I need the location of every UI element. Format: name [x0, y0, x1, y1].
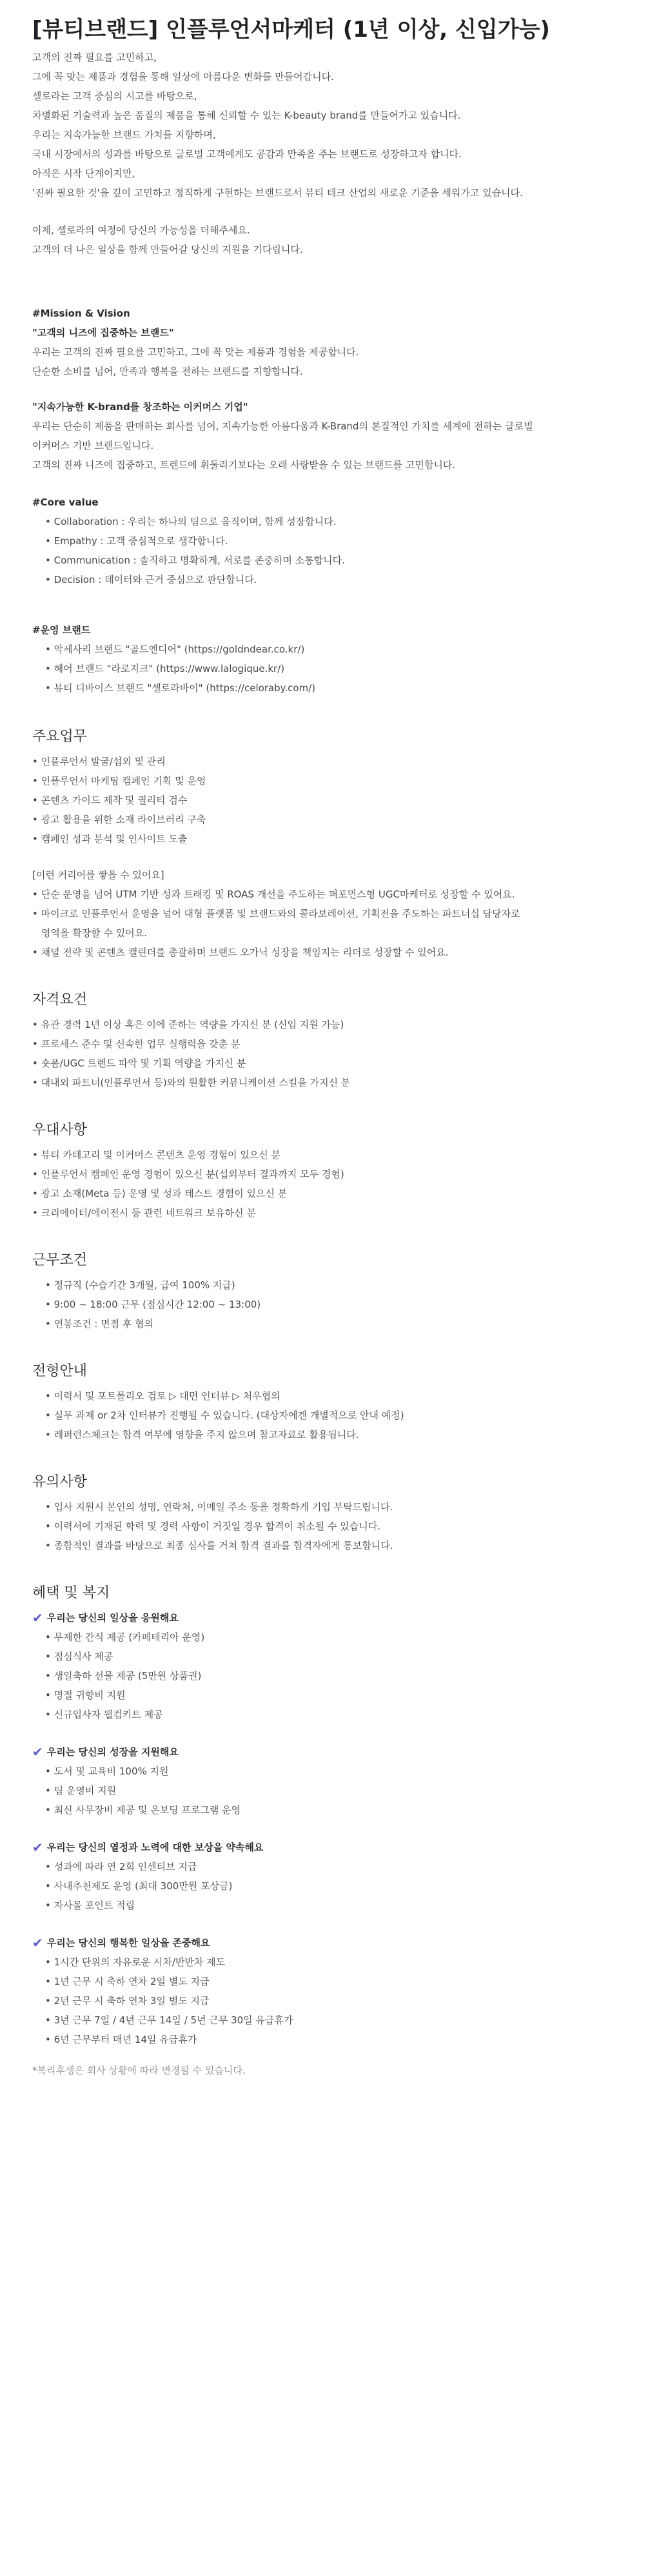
qualification-item: • 유관 경력 1년 이상 혹은 이에 준하는 역량을 가지신 분 (신입 지원 가능) [32, 1018, 344, 1032]
mission-line: 우리는 단순히 제품을 판매하는 회사를 넘어, 지속가능한 아름다움과 K-Brand의 본질적인 가치를 세계에 전하는 글로벌 [32, 420, 533, 432]
page-title: [뷰티브랜드] 인플루언서마케터 (1년 이상, 신입가능) [32, 17, 550, 43]
benefit-group-title [32, 1936, 210, 1950]
duty-item: • 인플루언서 발굴/섭외 및 관리 [32, 754, 166, 769]
qualification-item: • 프로세스 준수 및 신속한 업무 실행력을 갖춘 분 [32, 1037, 240, 1051]
qualifications-heading: 자격요건 [32, 992, 88, 1008]
benefit-item: • 1시간 단위의 자유로운 시차/반반차 제도 [45, 1955, 225, 1969]
core-item: • Decision : 데이터와 근거 중심으로 판단합니다. [45, 573, 257, 587]
benefit-group-title [32, 1840, 263, 1854]
benefit-item: • 도서 및 교육비 100% 지원 [45, 1764, 169, 1778]
process-item: • 이력서 및 포트폴리오 검토 ▷ 대면 인터뷰 ▷ 처우협의 [45, 1389, 280, 1403]
check-icon: ✔ [32, 1840, 43, 1855]
benefit-item: • 1년 근무 시 축하 연차 2일 별도 지급 [45, 1974, 209, 1989]
career-item-continued: 영역을 확장할 수 있어요. [41, 927, 147, 939]
qualification-item: • 대내외 파트너(인플루언서 등)와의 원활한 커뮤니케이션 스킬을 가지신 분 [32, 1076, 350, 1090]
check-icon: ✔ [32, 1610, 43, 1626]
benefit-item: • 자사몰 포인트 적립 [45, 1898, 135, 1912]
intro-closing: 고객의 더 나은 일상을 함께 만들어갈 당신의 지원을 기다립니다. [32, 244, 303, 255]
conditions-heading: 근무조건 [32, 1252, 88, 1268]
check-icon: ✔ [32, 1935, 43, 1951]
benefits-heading: 혜택 및 복지 [32, 1585, 110, 1601]
brand-item: • 뷰티 디바이스 브랜드 "셀로라바이" (https://celoraby.com/) [45, 681, 315, 695]
duty-item: • 광고 활용을 위한 소재 라이브러리 구축 [32, 812, 206, 827]
condition-item: • 정규직 (수습기간 3개월, 급여 100% 지급) [45, 1278, 235, 1292]
benefit-item: • 2년 근무 시 축하 연차 3일 별도 지급 [45, 1994, 209, 2008]
intro-line: 우리는 지속가능한 브랜드 가치를 지향하며, [32, 129, 216, 141]
core-item: • Collaboration : 우리는 하나의 팀으로 움직이며, 함께 성장합니다. [45, 515, 336, 529]
duty-item: • 인플루언서 마케팅 캠페인 기획 및 운영 [32, 774, 206, 788]
intro-line: 고객의 진짜 필요를 고민하고, [32, 52, 157, 63]
duty-item: • 콘텐츠 가이드 제작 및 퀄리티 검수 [32, 793, 187, 807]
career-item: • 마이크로 인플루언서 운영을 넘어 대형 플랫폼 및 브랜드와의 콜라보레이션, 기획전을 주도하는 파트너십 담당자로 [32, 907, 520, 921]
notices-heading: 유의사항 [32, 1474, 88, 1490]
intro-line: 국내 시장에서의 성과를 바탕으로 글로벌 고객에게도 공감과 만족을 주는 브랜드로 성장하고자 합니다. [32, 148, 462, 160]
intro-line: '진짜 필요한 것'을 깊이 고민하고 정직하게 구현하는 브랜드로서 뷰티 테크 산업의 새로운 기준을 세워가고 있습니다. [32, 187, 523, 199]
mission-line: 우리는 고객의 진짜 필요를 고민하고, 그에 꼭 맞는 제품과 경험을 제공합니다. [32, 346, 359, 358]
intro-line: 셀로라는 고객 중심의 시고를 바탕으로, [32, 90, 197, 102]
condition-item: • 연봉조건 : 면접 후 협의 [45, 1317, 153, 1331]
benefit-item: • 사내추천제도 운영 (최대 300만원 포상금) [45, 1879, 232, 1893]
preferred-item: • 뷰티 카테고리 및 이커머스 콘텐츠 운영 경험이 있으신 분 [32, 1148, 280, 1162]
process-item: • 실무 과제 or 2차 인터뷰가 진행될 수 있습니다. (대상자에겐 개별적으로 안내 예정) [45, 1408, 404, 1422]
notice-item: • 이력서에 기재된 학력 및 경력 사항이 거짓일 경우 합격이 취소될 수 있습니다. [45, 1519, 380, 1533]
condition-item: • 9:00 ~ 18:00 근무 (점심시간 12:00 ~ 13:00) [45, 1297, 261, 1312]
preferred-item: • 광고 소재(Meta 등) 운영 및 성과 테스트 경험이 있으신 분 [32, 1186, 287, 1201]
benefit-item: • 생일축하 선물 제공 (5만원 상품권) [45, 1669, 201, 1683]
brand-item: • 악세사리 브랜드 "골드엔디어" (https://goldndear.co.kr/) [45, 642, 304, 656]
duties-heading: 주요업무 [32, 729, 88, 745]
mission-line: 이커머스 기반 브랜드입니다. [32, 440, 154, 451]
benefit-item: • 점심식사 제공 [45, 1649, 113, 1664]
benefit-group-label: 우리는 당신의 성장을 지원해요 [46, 1746, 179, 1758]
preferred-item: • 인플루언서 캠페인 운영 경험이 있으신 분(섭외부터 결과까지 모두 경험) [32, 1167, 344, 1181]
benefit-item: • 무제한 간식 제공 (카페테리아 운영) [45, 1630, 204, 1644]
mission-title-1: "고객의 니즈에 집중하는 브랜드" [32, 327, 174, 339]
core-item: • Empathy : 고객 중심적으로 생각합니다. [45, 534, 228, 548]
benefit-item: • 성과에 따라 연 2회 인센티브 지급 [45, 1860, 197, 1874]
benefit-item: • 3년 근무 7일 / 4년 근무 14일 / 5년 근무 30일 유급휴가 [45, 2013, 293, 2027]
benefit-item: • 명절 귀향비 지원 [45, 1688, 126, 1702]
process-item: • 레퍼런스체크는 합격 여부에 영향을 주지 않으며 참고자료로 활용됩니다. [45, 1428, 359, 1442]
intro-closing: 이제, 셀로라의 여정에 당신의 가능성을 더해주세요. [32, 224, 250, 236]
benefit-item: • 팀 운영비 지원 [45, 1784, 116, 1798]
mission-line: 고객의 진짜 니즈에 집중하고, 트렌드에 휘둘리기보다는 오래 사랑받을 수 있는 브랜드를 고민합니다. [32, 459, 456, 471]
mission-line: 단순한 소비를 넘어, 만족과 행복을 전하는 브랜드를 지향합니다. [32, 366, 303, 377]
preferred-heading: 우대사항 [32, 1122, 88, 1138]
intro-line: 차별화된 기술력과 높은 품질의 제품을 통해 신뢰할 수 있는 K-beauty brand를 만들어가고 있습니다. [32, 110, 461, 121]
core-heading: #Core value [32, 497, 99, 508]
benefit-item: • 신규입사자 웰컴키트 제공 [45, 1707, 163, 1722]
process-heading: 전형안내 [32, 1363, 88, 1379]
mission-heading: #Mission & Vision [32, 308, 130, 319]
qualification-item: • 숏폼/UGC 트렌드 파악 및 기획 역량을 가지신 분 [32, 1056, 246, 1070]
career-item: • 단순 운영을 넘어 UTM 기반 성과 트래킹 및 ROAS 개선을 주도하는 퍼포먼스형 UGC마케터로 성장할 수 있어요. [32, 887, 515, 901]
benefit-item: • 최신 사무장비 제공 및 온보딩 프로그램 운영 [45, 1803, 241, 1817]
career-title: [이런 커리어를 쌓을 수 있어요] [32, 869, 164, 881]
intro-line: 아직은 시작 단계이지만, [32, 168, 135, 179]
brand-item: • 헤어 브랜드 "라로지크" (https://www.lalogique.kr/) [45, 662, 284, 676]
benefit-group-label: 우리는 당신의 열정과 노력에 대한 보상을 약속해요 [46, 1842, 264, 1853]
core-item: • Communication : 솔직하고 명확하게, 서로를 존중하며 소통합니다. [45, 553, 345, 567]
benefit-group-title [32, 1745, 179, 1759]
notice-item: • 입사 지원시 본인의 성명, 연락처, 이메일 주소 등을 정확하게 기입 부탁드립니다. [45, 1500, 393, 1514]
preferred-item: • 크리에이터/에이전시 등 관련 네트워크 보유하신 분 [32, 1206, 256, 1220]
benefit-group-label: 우리는 당신의 일상을 응원해요 [46, 1612, 179, 1624]
check-icon: ✔ [32, 1744, 43, 1760]
mission-title-2: "지속가능한 K-brand를 창조하는 이커머스 기업" [32, 401, 248, 413]
duty-item: • 캠페인 성과 분석 및 인사이트 도출 [32, 832, 187, 846]
notice-item: • 종합적인 결과를 바탕으로 최종 심사를 거쳐 합격 결과를 합격자에게 통보합니다. [45, 1539, 393, 1553]
benefit-item: • 6년 근무부터 매년 14일 유급휴가 [45, 2032, 197, 2047]
benefit-group-label: 우리는 당신의 행복한 일상을 존중해요 [46, 1937, 210, 1949]
intro-line: 그에 꼭 맞는 제품과 경험을 통해 일상에 아름다운 변화를 만들어갑니다. [32, 71, 334, 83]
brands-heading: #운영 브랜드 [32, 624, 91, 636]
career-item: • 채널 전략 및 콘텐츠 캘린더를 총괄하며 브랜드 오가닉 성장을 책임지는 리더로 성장할 수 있어요. [32, 945, 449, 959]
benefit-group-title [32, 1611, 179, 1625]
benefits-footnote: *복리후생은 회사 상황에 따라 변경될 수 있습니다. [32, 2065, 246, 2076]
